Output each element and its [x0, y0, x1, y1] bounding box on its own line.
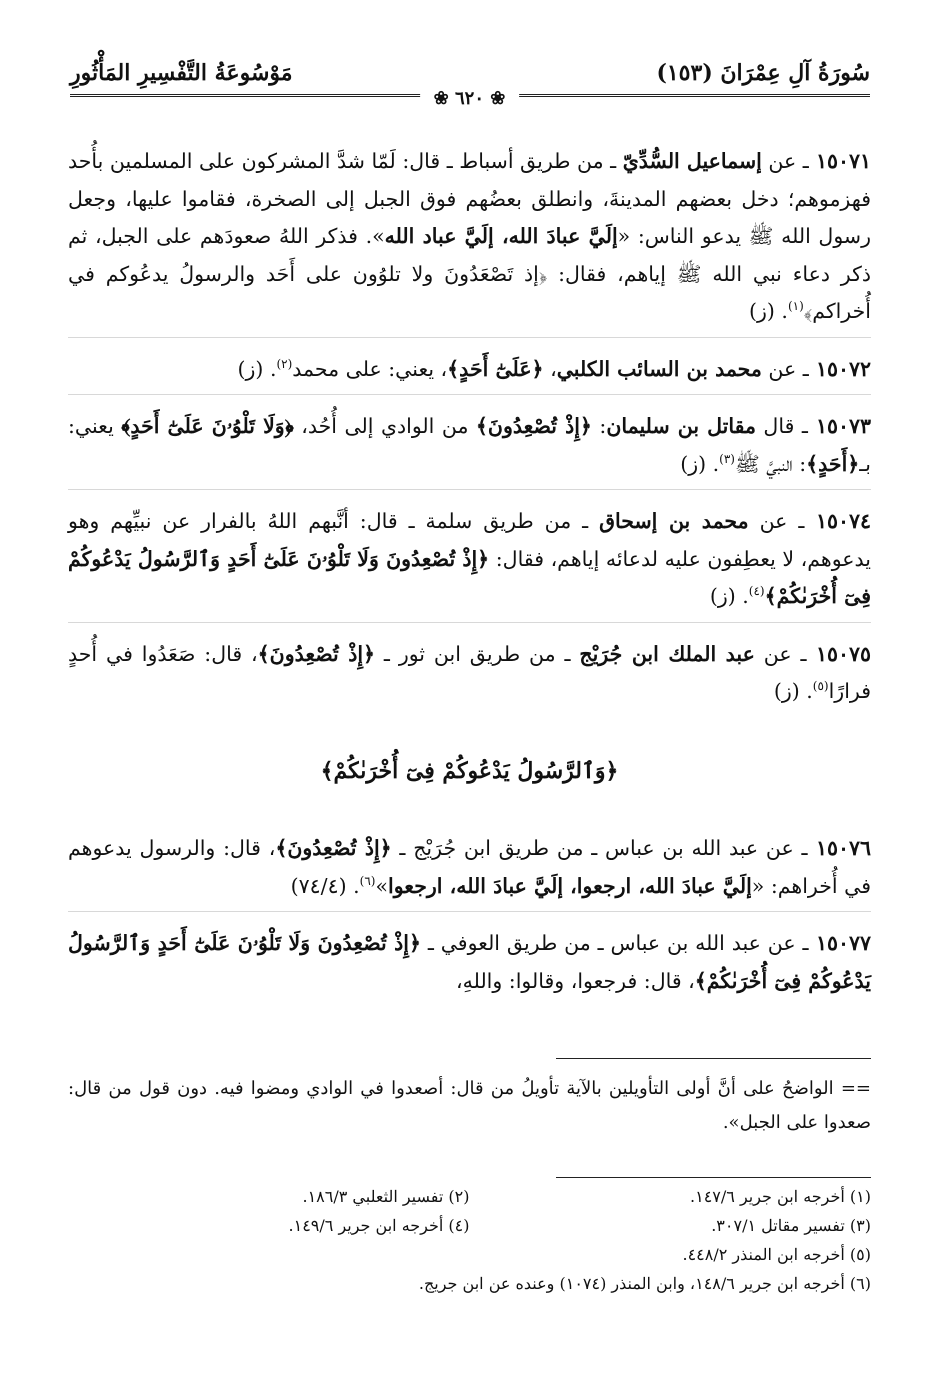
entry-paragraph: [68, 408, 871, 490]
entry-text: ـ عن عبد الله بن عباس ـ من طريق ابن جُرَيْج ـ ﴿إِذْ تُصْعِدُونَ﴾، قال: والرسول يدعوهم في أُخراهم: «إلَيَّ عبادَ الله، ارجعوا، إلَيَّ عبادَ الله، ارجعوا»$^{(٦)}$. (٧٤/٤): [68, 836, 871, 898]
footnote: (٢) تفسير الثعلبي ١٨٦/٣.: [302, 1187, 470, 1206]
entry-number: ١٥٠٧٦: [807, 836, 871, 860]
entry-number: ١٥٠٧٢: [808, 356, 871, 381]
entry-text: ـ عن محمد بن إسحاق ـ من طريق سلمة ـ قال: أنَّبهم اللهُ بالفرار عن نبيِّهم وهو يدعوهم، لا يعطِفون عليه لدعائه إياهم، فقال: ﴿إِذْ تُصْعِدُونَ وَلَا تَلْوُۥنَ عَلَىٰٓ أَحَدٍ وَٱلرَّسُولُ يَدْعُوكُمْ فِىٓ أُخْرَىٰكُمْ﴾$^{(٤)}$. (ز): [68, 509, 872, 608]
footnote: (٤) أخرجه ابن جرير ١٤٩/٦.: [288, 1216, 470, 1235]
footnote-row: [68, 1240, 871, 1269]
footnote: (١) أخرجه ابن جرير ١٤٧/٦.: [690, 1187, 871, 1206]
continued-note: == الواضحُ على أنَّ أولى التأويلين بالآية تأويلُ من قال: أصعدوا في الوادي ومضوا فيه. دون قول من قال: صعدوا على الجبل».: [68, 1078, 871, 1133]
footnote-row: [68, 1182, 871, 1211]
entries-section-2: [68, 830, 871, 1019]
footnote-row: [68, 1211, 871, 1240]
entry-paragraph: [68, 351, 871, 396]
entry-number: ١٥٠٧٥: [806, 641, 872, 666]
entry-number: ١٥٠٧٣: [807, 414, 871, 438]
entry-number: ١٥٠٧١: [808, 149, 872, 173]
footnote: (٣) تفسير مقاتل ٣٠٧/١.: [711, 1216, 871, 1235]
book-title: مَوْسُوعَةُ التَّفْسِيرِ المَأْثُورِ: [70, 60, 293, 86]
entry-paragraph: [68, 830, 871, 912]
entry-paragraph: [68, 143, 871, 338]
footnote: (٦) أخرجه ابن جرير ١٤٨/٦، وابن المنذر (١٠٧٤) وعنده عن ابن جريج.: [418, 1274, 871, 1293]
footnotes: [68, 1182, 871, 1298]
entry-text: ـ قال مقاتل بن سليمان: ﴿إِذْ تُصْعِدُونَ﴾ من الوادي إلى أُحُد، ﴿وَلَا تَلْوُۥنَ عَلَىٰٓ أَحَدٍ﴾ يعني: بـ﴿أَحَدٍ﴾: النبيَّ ﷺ$^{(٣)}$. (ز): [68, 414, 871, 476]
page-number-text: ٦٢٠: [454, 88, 485, 109]
entry-text: ـ عن إسماعيل السُّدِّيّ ـ من طريق أسباط ـ قال: لَمّا شدَّ المشركون على المسلمين بأُحد فهزموهم؛ دخل بعضهم المدينةَ، وانطلق بعضُهم فوق الجبل إلى الصخرة، فقاموا عليها، وجعل رسول الله ﷺ يدعو الناس: «إلَيَّ عبادَ الله، إلَيَّ عباد الله». فذكر اللهُ صعودَهم على الجبل، ثم ذكر دعاء نبي الله ﷺ إياهم، فقال: ﴿إذ تَصْعَدُونَ ولا تلوُون على أَحَد والرسولُ يدعُوكم في أُخراكم﴾$^{(١)}$. (ز): [68, 149, 871, 323]
entry-number: ١٥٠٧٧: [808, 931, 871, 955]
entry-number: ١٥٠٧٤: [804, 509, 871, 533]
entries-section: [68, 143, 871, 730]
entry-paragraph: [68, 925, 871, 1006]
entry-paragraph: [68, 503, 871, 623]
entry-paragraph: [68, 636, 871, 717]
entry-text: ـ عن عبد الملك ابن جُرَيْج ـ من طريق ابن ثور ـ ﴿إِذْ تُصْعِدُونَ﴾، قال: صَعَدُوا في أُحدٍ فرارًا$^{(٥)}$. (ز): [68, 641, 871, 703]
page-number: ❀ ٦٢٠ ❀: [420, 88, 520, 109]
surah-title: سُورَةُ آلِ عِمْرَانَ (١٥٣): [656, 60, 870, 86]
entry-text: ـ عن محمد بن السائب الكلبي، ﴿عَلَىٰٓ أَحَدٍ﴾، يعني: على محمد$^{(٢)}$. (ز): [237, 356, 809, 381]
footnote-rule: [556, 1177, 871, 1178]
entry-text: ـ عن عبد الله بن عباس ـ من طريق العوفي ـ ﴿إِذْ تُصْعِدُونَ وَلَا تَلْوُۥنَ عَلَىٰٓ أَحَدٍ وَٱلرَّسُولُ يَدْعُوكُمْ فِىٓ أُخْرَىٰكُمْ﴾، قال: فرجعوا، وقالوا: واللهِ،: [68, 931, 871, 993]
section-heading: ﴿وَٱلرَّسُولُ يَدْعُوكُمْ فِىٓ أُخْرَىٰكُمْ﴾: [320, 758, 619, 784]
footnote-row: [68, 1269, 871, 1298]
note-rule: [556, 1058, 871, 1059]
footnote: (٥) أخرجه ابن المنذر ٤٤٨/٢.: [682, 1245, 871, 1264]
